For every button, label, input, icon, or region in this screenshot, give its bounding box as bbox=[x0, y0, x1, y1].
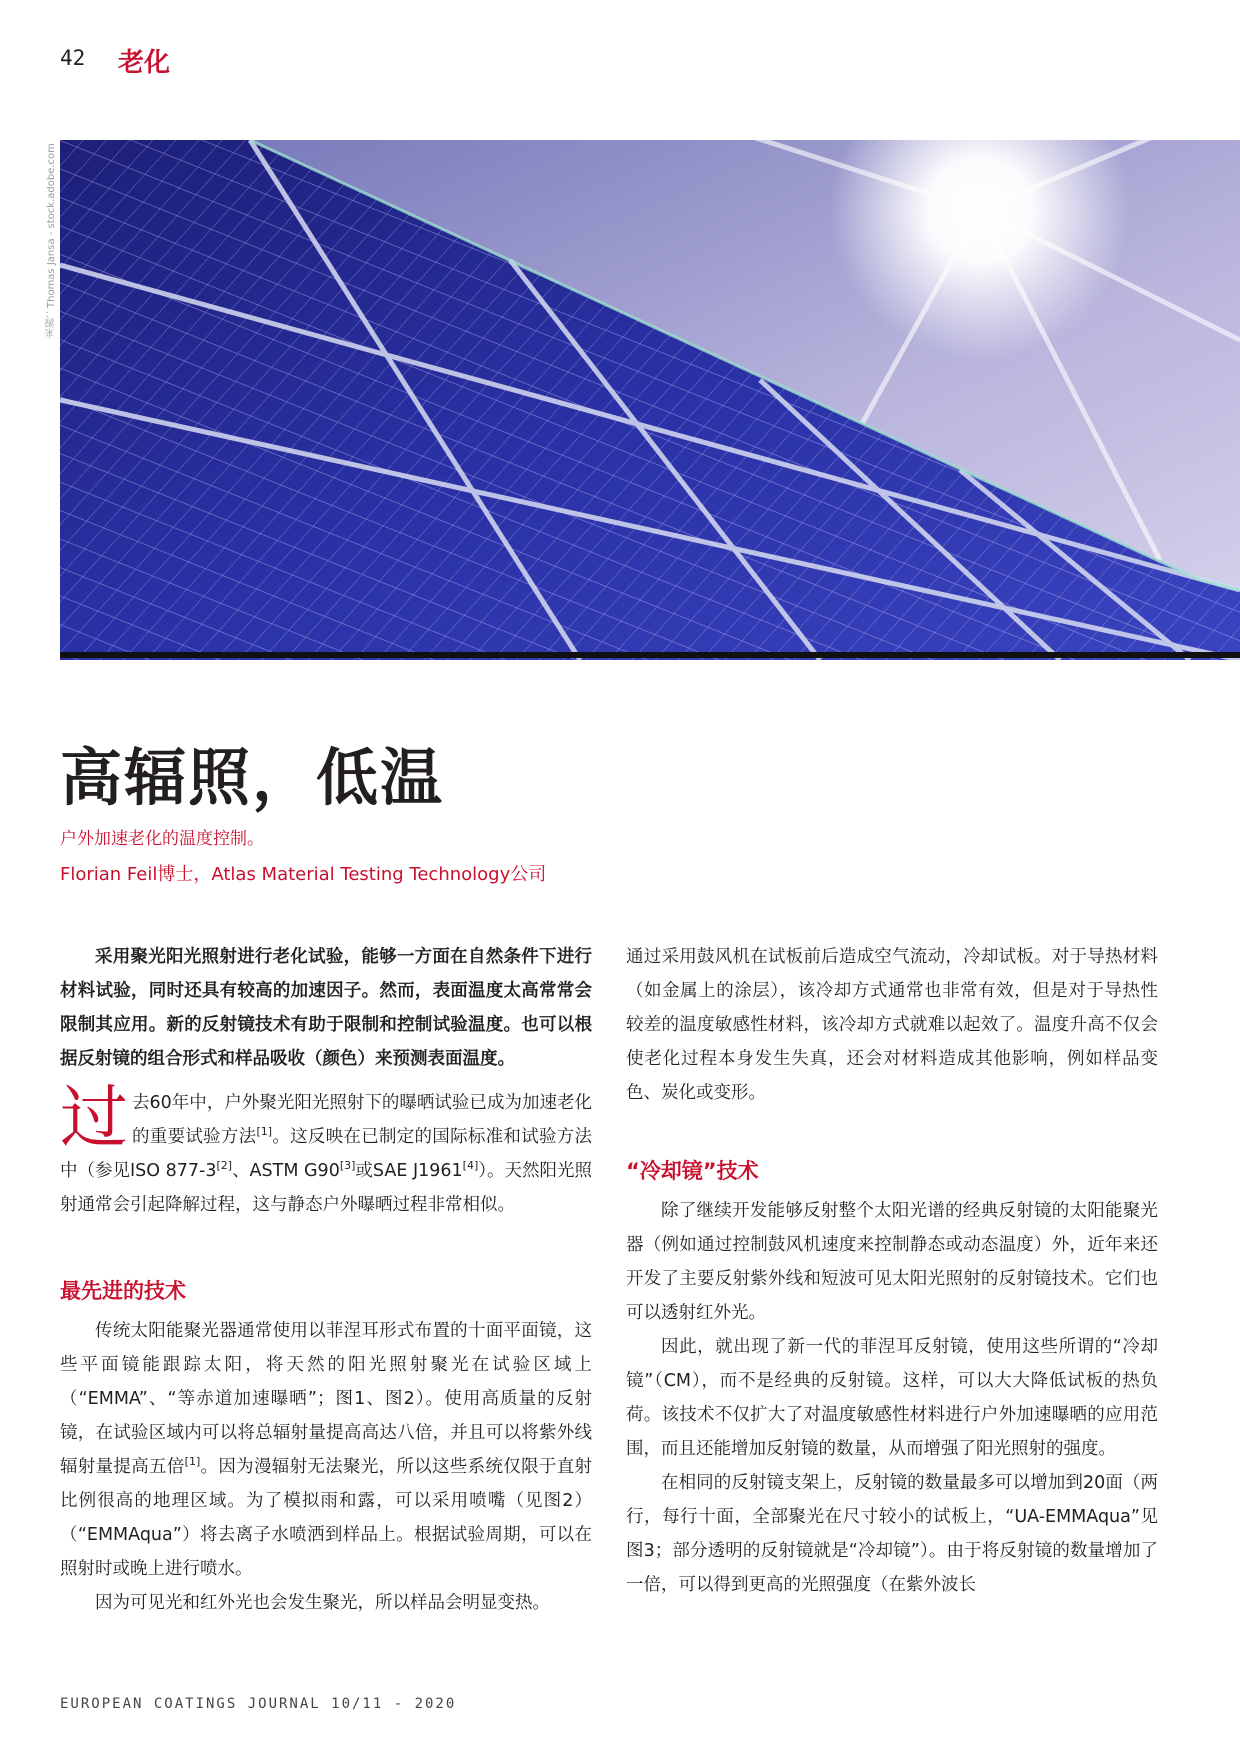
article-title: 高辐照，低温 bbox=[60, 741, 445, 814]
left-column bbox=[60, 940, 592, 1620]
citation: [2] bbox=[216, 1159, 233, 1173]
intro-paragraph: 过去60年中，户外聚光阳光照射下的曝晒试验已成为加速老化的重要试验方法[1]。这反映在已制定的国际标准和试验方法中（参见ISO 877-3[2]、ASTM G90[3]或SAE J1961[4]）。天然阳光照射通常会引起降解过程，这与静态户外曝晒过程非常相似。 bbox=[60, 1079, 593, 1215]
dropcap: 过 bbox=[60, 1079, 129, 1158]
body-paragraph: 除了继续开发能够反射整个太阳光谱的经典反射镜的太阳能聚光器（例如通过控制鼓风机速度来控制静态或动态温度）外，近年来还开发了主要反射紫外线和短波可见太阳光照射的反射镜技术。它们也可以透射红外光。 bbox=[626, 1201, 1158, 1323]
body-paragraph: 因为可见光和红外光也会发生聚光，所以样品会明显变热。 bbox=[95, 1593, 550, 1613]
body-paragraph: 传统太阳能聚光器通常使用以菲涅耳形式布置的十面平面镜，这些平面镜能跟踪太阳，将天然的阳光照射聚光在试验区域上（“EMMA”、“等赤道加速曝晒”；图1、图2）。使用高质量的反射镜，在试验区域内可以将总辐射量提高高达八倍，并且可以将紫外线辐射量提高五倍[1]。因为漫辐射无法聚光，所以这些系统仅限于直射比例很高的地理区域。为了模拟雨和露，可以采用喷嘴（见图2）（“EMMAqua”）将去离子水喷洒到样品上。根据试验周期，可以在照射时或晚上进行喷水。 bbox=[60, 1321, 593, 1579]
right-column bbox=[626, 940, 1158, 1602]
citation: [1] bbox=[184, 1455, 201, 1469]
hero-rule bbox=[60, 652, 1240, 658]
lead-paragraph: 采用聚光阳光照射进行老化试验，能够一方面在自然条件下进行材料试验，同时还具有较高的加速因子。然而，表面温度太高常常会限制其应用。新的反射镜技术有助于限制和控制试验温度。也可以根据反射镜的组合形式和样品吸收（颜色）来预测表面温度。 bbox=[60, 947, 592, 1069]
body-paragraph: 在相同的反射镜支架上，反射镜的数量最多可以增加到20面（两行，每行十面，全部聚光在尺寸较小的试板上，“UA-EMMAqua”见图3；部分透明的反射镜就是“冷却镜”）。由于将反射镜的数量增加了一倍，可以得到更高的光照强度（在紫外波长 bbox=[626, 1473, 1158, 1595]
citation: [1] bbox=[256, 1125, 273, 1139]
page-number: 42 bbox=[60, 46, 86, 70]
subhead-cold-mirror: “冷却镜”技术 bbox=[626, 1159, 759, 1183]
citation: [4] bbox=[462, 1159, 479, 1173]
hero-image bbox=[60, 140, 1240, 660]
solar-panel-photo bbox=[60, 140, 1240, 660]
body-paragraph: 通过采用鼓风机在试板前后造成空气流动，冷却试板。对于导热材料（如金属上的涂层），该冷却方式通常也非常有效，但是对于导热性较差的温度敏感性材料，该冷却方式就难以起效了。温度升高不仅会使老化过程本身发生失真，还会对材料造成其他影响，例如样品变色、炭化或变形。 bbox=[626, 947, 1158, 1103]
citation: [3] bbox=[339, 1159, 356, 1173]
subhead-state-of-art: 最先进的技术 bbox=[60, 1279, 186, 1303]
section-title: 老化 bbox=[118, 48, 171, 78]
article-author: Florian Feil博士，Atlas Material Testing Technology公司 bbox=[60, 864, 547, 885]
footer: EUROPEAN COATINGS JOURNAL 10/11 - 2020 bbox=[60, 1696, 457, 1712]
body-paragraph: 因此，就出现了新一代的菲涅耳反射镜，使用这些所谓的“冷却镜”（CM），而不是经典的反射镜。这样，可以大大降低试板的热负荷。该技术不仅扩大了对温度敏感性材料进行户外加速曝晒的应用范围，而且还能增加反射镜的数量，从而增强了阳光照射的强度。 bbox=[626, 1337, 1158, 1459]
article-subtitle: 户外加速老化的温度控制。 bbox=[60, 829, 264, 849]
photo-credit: 来源：Thomas Jansa - stock.adobe.com bbox=[46, 143, 57, 338]
